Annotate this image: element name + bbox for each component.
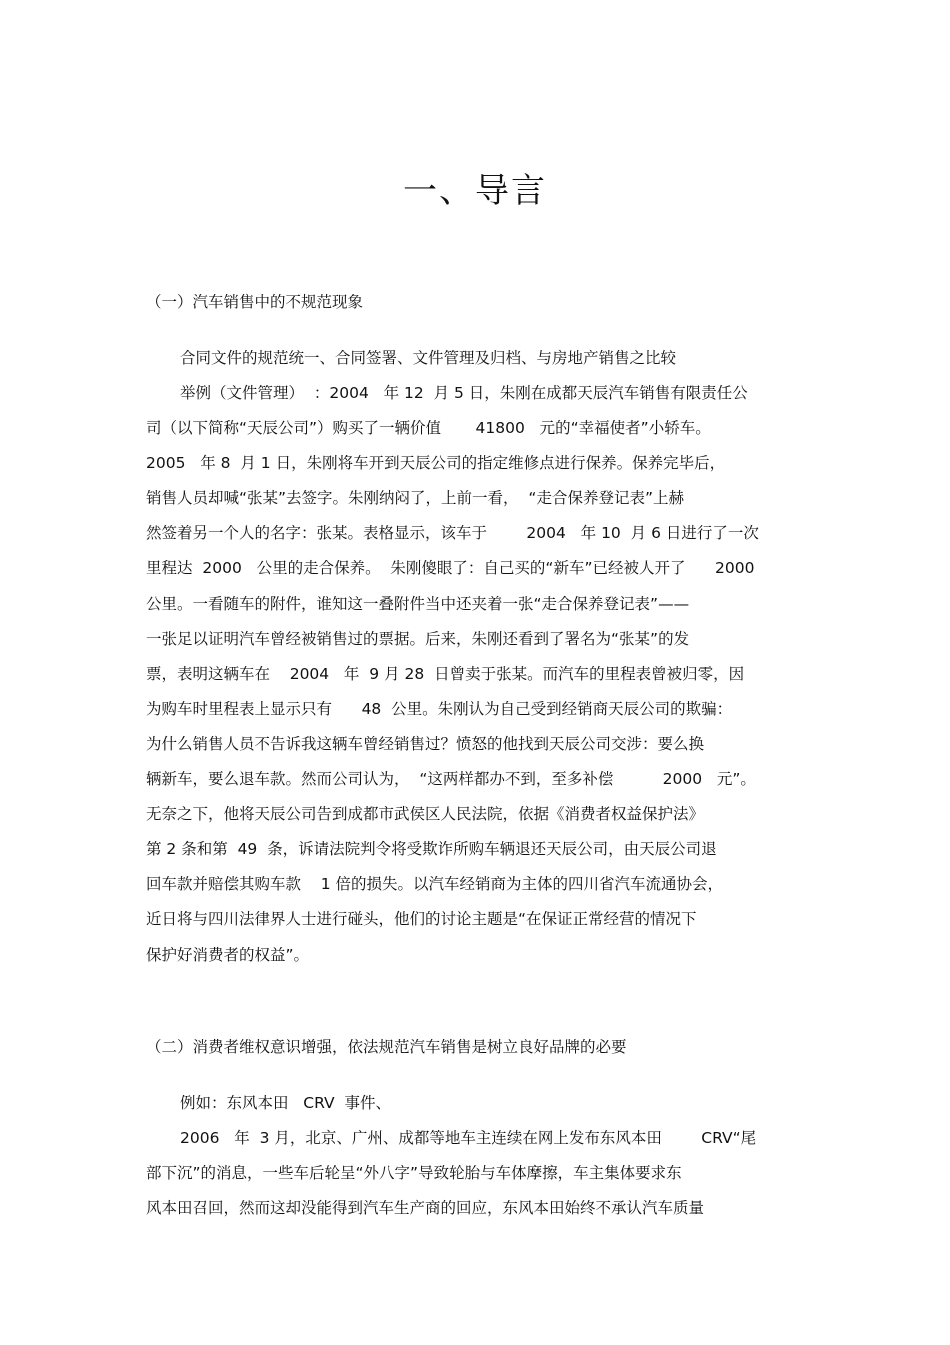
paragraph-line: 合同文件的规范统一、合同签署、文件管理及归档、与房地产销售之比较 bbox=[180, 349, 677, 367]
paragraph-line: 第 2 条和第 49 条，诉请法院判令将受欺诈所购车辆退还天辰公司，由天辰公司退 bbox=[146, 840, 717, 858]
paragraph-line: 近日将与四川法律界人士进行碰头，他们的讨论主题是“在保证正常经营的情况下 bbox=[146, 910, 697, 928]
paragraph-line: 例如：东风本田 CRV 事件、 bbox=[180, 1094, 391, 1112]
paragraph-line: 保护好消费者的权益”。 bbox=[146, 946, 310, 964]
paragraph-line: 2006 年 3 月，北京、广州、成都等地车主连续在网上发布东风本田 CRV“尾 bbox=[180, 1129, 757, 1147]
page-title: 一、导言 bbox=[403, 171, 547, 211]
paragraph-line: 里程达 2000 公里的走合保养。 朱刚傻眼了：自己买的“新车”已经被人开了 2000 bbox=[146, 559, 755, 577]
paragraph-line: 为购车时里程表上显示只有 48 公里。朱刚认为自己受到经销商天辰公司的欺骗： bbox=[146, 700, 733, 718]
paragraph-line: 票，表明这辆车在 2004 年 9 月 28 日曾卖于张某。而汽车的里程表曾被归零，因 bbox=[146, 665, 745, 683]
paragraph-line: 一张足以证明汽车曾经被销售过的票据。后来，朱刚还看到了署名为“张某”的发 bbox=[146, 630, 690, 648]
paragraph-line: 回车款并赔偿其购车款 1 倍的损失。以汽车经销商为主体的四川省汽车流通协会， bbox=[146, 875, 723, 893]
paragraph-line: 公里。一看随车的附件，谁知这一叠附件当中还夹着一张“走合保养登记表”—— bbox=[146, 595, 690, 613]
paragraph-line: 无奈之下，他将天辰公司告到成都市武侯区人民法院，依据《消费者权益保护法》 bbox=[146, 805, 705, 823]
paragraph-line: 风本田召回，然而这却没能得到汽车生产商的回应，东风本田始终不承认汽车质量 bbox=[146, 1199, 705, 1217]
paragraph-line: 2005 年 8 月 1 日，朱刚将车开到天辰公司的指定维修点进行保养。保养完毕后， bbox=[146, 454, 726, 472]
paragraph-line: 销售人员却喊“张某”去签字。朱刚纳闷了，上前一看， “走合保养登记表”上赫 bbox=[146, 489, 684, 507]
section-heading-2: （二）消费者维权意识增强，依法规范汽车销售是树立良好品牌的必要 bbox=[146, 1038, 627, 1056]
paragraph-line: 部下沉”的消息，一些车后轮呈“外八字”导致轮胎与车体摩擦，车主集体要求东 bbox=[146, 1164, 682, 1182]
paragraph-line: 然签着另一个人的名字：张某。表格显示，该车于 2004 年 10 月 6 日进行了一次 bbox=[146, 524, 759, 542]
paragraph-line: 司（以下简称“天辰公司”）购买了一辆价值 41800 元的“幸福使者”小轿车。 bbox=[146, 419, 711, 437]
section-heading-1: （一）汽车销售中的不规范现象 bbox=[146, 293, 364, 311]
paragraph-line: 举例（文件管理） ：2004 年 12 月 5 日，朱刚在成都天辰汽车销售有限责任公 bbox=[180, 384, 748, 402]
paragraph-line: 辆新车，要么退车款。然而公司认为， “这两样都办不到，至多补偿 2000 元”。 bbox=[146, 770, 756, 788]
paragraph-line: 为什么销售人员不告诉我这辆车曾经销售过？愤怒的他找到天辰公司交涉：要么换 bbox=[146, 735, 705, 753]
